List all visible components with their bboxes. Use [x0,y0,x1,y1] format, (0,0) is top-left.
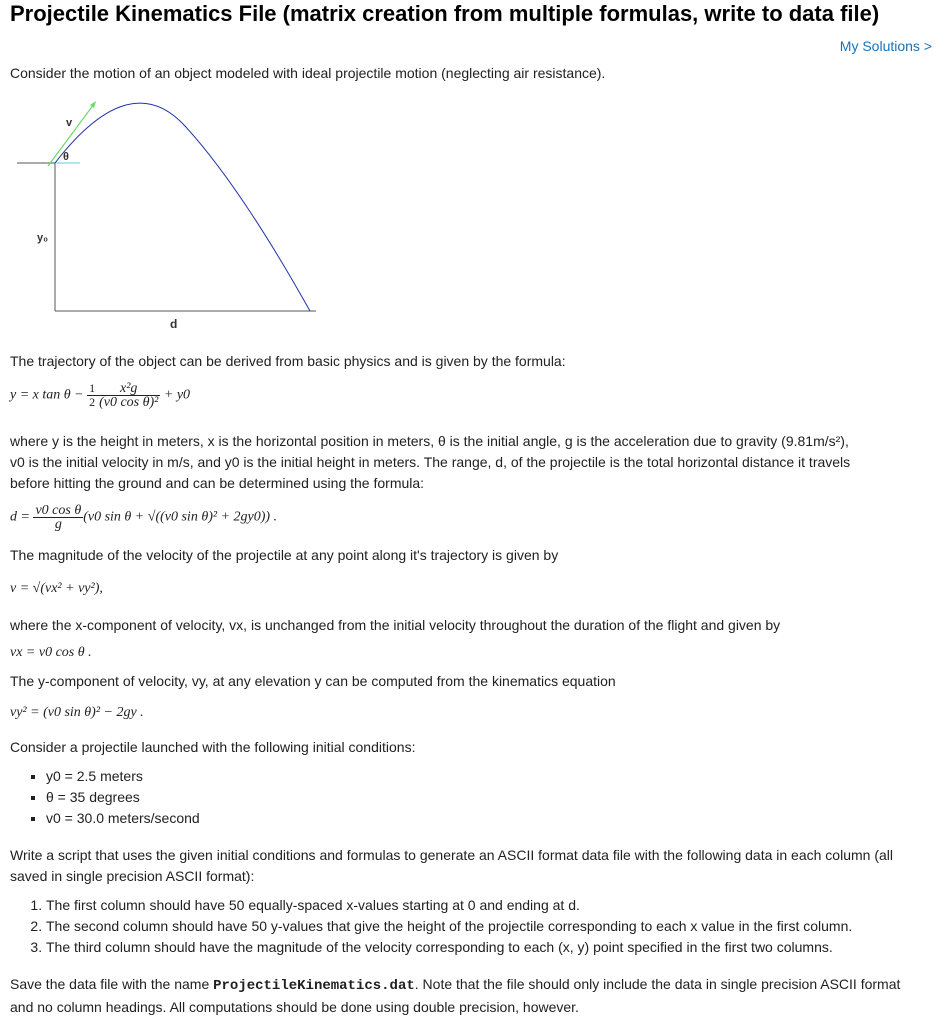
list-item: ▪ y0 = 2.5 meters [46,766,200,787]
task-text: Write a script that uses the given initial conditions and formulas to generate an ASCII format data file with the following data in each column (all saved in single precision ASCII format): [10,847,893,884]
list-item: 3. The third column should have the magnitude of the velocity corresponding to each (x, y) point specified in the first two columns. [46,937,852,958]
filename: ProjectileKinematics.dat [213,978,415,994]
conditions-text: Consider a projectile launched with the following initial conditions: [10,739,416,755]
where-text-line3: before hitting the ground and can be determined using the formula: [10,475,425,491]
range-formula: d = $\frac{\text{v0 cos θ}}{g}$ (v0 sin θ + √((v0 sin θ)² + 2gy0)) . [10,503,278,532]
trajectory-curve [55,103,310,311]
columns-list [28,895,852,958]
projectile-figure [10,96,340,336]
velocity-arrow [48,104,94,166]
label-v: v [66,117,73,129]
my-solutions-link[interactable]: My Solutions > [839,38,932,54]
list-item: 1. The first column should have 50 equally-spaced x-values starting at 0 and ending at d. [46,895,852,916]
intro-text: Consider the motion of an object modeled with ideal projectile motion (neglecting air resistance). [10,65,606,81]
trajectory-text: The trajectory of the object can be derived from basic physics and is given by the formula: [10,353,566,369]
vx-formula: vx = v0 cos θ . [10,645,92,660]
conditions-list [28,766,200,829]
trajectory-formula: y = x tan θ − $\frac{1}{2}$ $\frac{\text{x²g}}{\text{(v0 cos θ)²}}$ + y0 [10,381,191,410]
velocity-arrowhead [90,101,96,108]
list-item: ▪ v0 = 30.0 meters/second [46,808,200,829]
velocity-text: The magnitude of the velocity of the projectile at any point along it's trajectory is given by [10,547,559,563]
where-text-line1: where y is the height in meters, x is the horizontal position in meters, θ is the initial angle, g is the acceleration due to gravity (9.81m/s²), [10,433,849,449]
label-d: d [170,317,178,331]
label-theta: θ [63,151,69,163]
save-text: Save the data file with the name ProjectileKinematics.dat. Note that the file should only include the data in single precision ASCII format and no column headings. All computations should be done using double precision, however. [10,976,901,1015]
where-text-line2: v0 is the initial velocity in m/s, and y0 is the initial height in meters. The range, d, of the projectile is the total horizontal distance it travels [10,454,851,470]
label-y0: y₀ [37,232,49,244]
vx-text: where the x-component of velocity, vx, is unchanged from the initial velocity throughout the duration of the flight and given by [10,617,781,633]
page-title: Projectile Kinematics File (matrix creation from multiple formulas, write to data file) [10,1,880,26]
list-item: 2. The second column should have 50 y-values that give the height of the projectile corresponding to each x value in the first column. [46,916,852,937]
vy-text: The y-component of velocity, vy, at any elevation y can be computed from the kinematics equation [10,673,616,689]
list-item: ▪ θ = 35 degrees [46,787,200,808]
velocity-formula: v = √(vx² + vy²), [10,581,103,596]
vy-formula: vy² = (v0 sin θ)² − 2gy . [10,705,144,720]
